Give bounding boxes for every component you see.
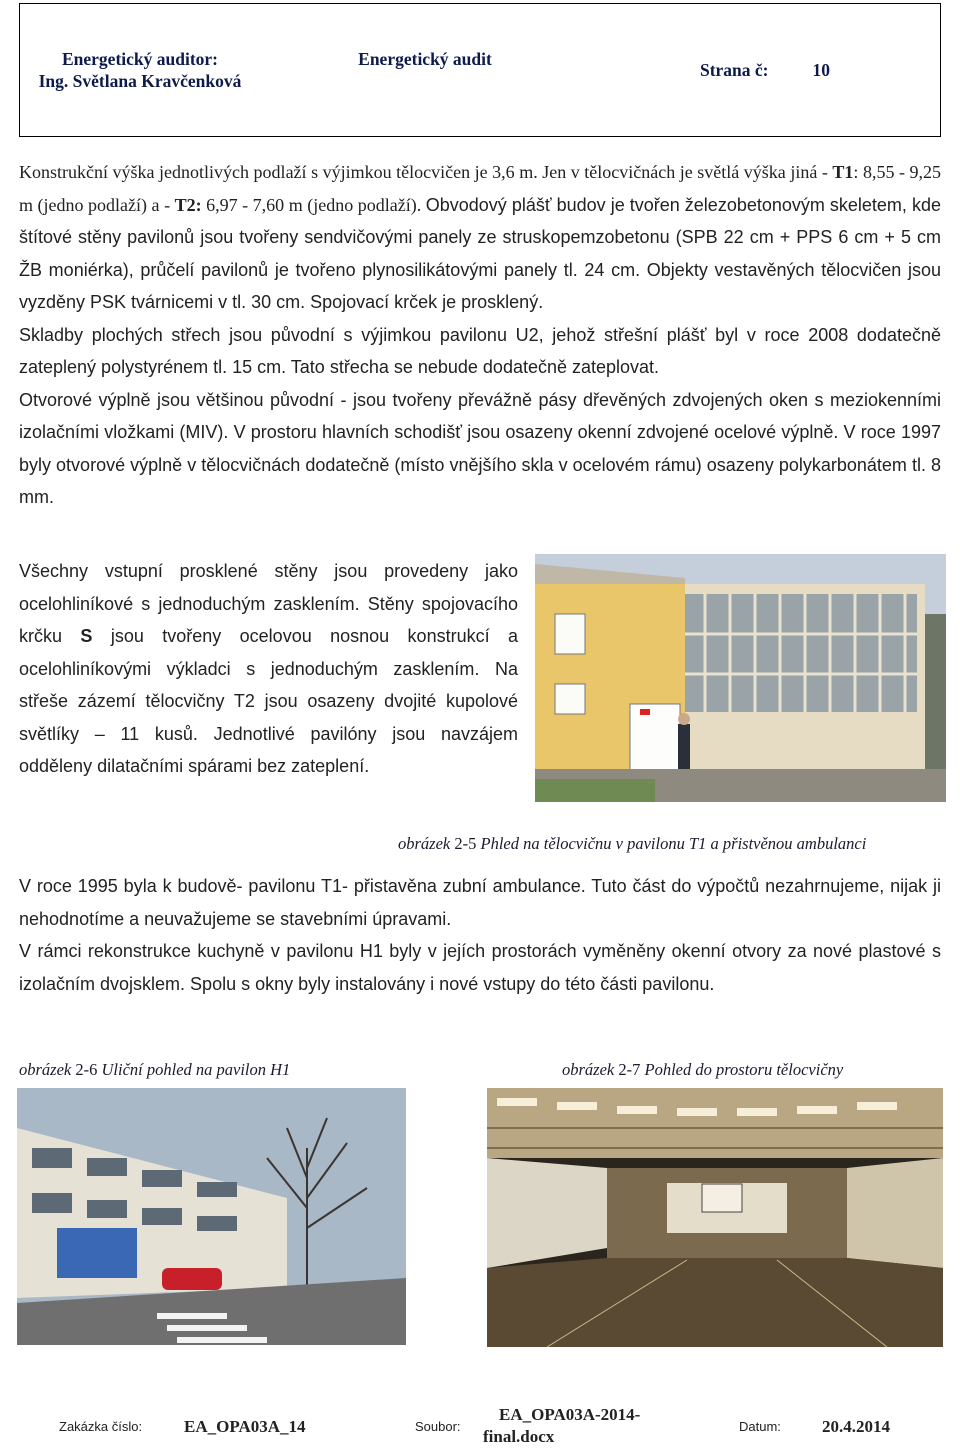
auditor-name: Ing. Světlana Kravčenková — [38, 71, 242, 91]
body-text-top — [19, 156, 941, 514]
photo-street-view-h1 — [17, 1088, 406, 1345]
file-value-line2: final.docx — [483, 1427, 555, 1446]
page-footer — [19, 1405, 941, 1449]
auditor-cell — [20, 4, 260, 136]
date-label: Datum: — [739, 1419, 781, 1434]
photo-gym-interior — [487, 1088, 943, 1347]
paragraph-ambulance: V roce 1995 byla k budově- pavilonu T1- přistavěna zubní ambulance. Tuto část do výpočtů nezahrnujeme, nijak ji nehodnotíme a neuvažujeme se stavebními úpravami. — [19, 876, 941, 929]
caption-fig-2-5: obrázek 2-5 Phled na tělocvičnu v pavilonu T1 a přistvěnou ambulanci — [398, 834, 867, 853]
date-value: 20.4.2014 — [822, 1417, 890, 1436]
caption-fig-2-6: obrázek 2-6 Uliční pohled na pavilon H1 — [19, 1060, 291, 1079]
paragraph-roofs: Skladby plochých střech jsou původní s výjimkou pavilonu U2, jehož střešní plášť byl v roce 2008 dodatečně zateplený polystyrénem tl. 15 cm. Tato střecha se nebude dodatečně zateplovat. — [19, 324, 941, 377]
order-label: Zakázka číslo: — [59, 1419, 143, 1434]
photo-gym-building — [535, 554, 946, 802]
file-label: Soubor: — [415, 1419, 461, 1434]
auditor-label: Energetický auditor: — [61, 49, 219, 69]
page-label: Strana č: — [699, 60, 769, 80]
page-cell — [590, 4, 940, 136]
paragraph-construction: Konstrukční výška jednotlivých podlaží s výjimkou tělocvičen je 3,6 m. Jen v tělocvičnách je světlá výška jiná - T1: 8,55 - 9,25 m (jedno podlaží) a - T2: 6,97 - 7,60 m (jedno podlaží). Obvodový plášť budov je tvořen železobetonovým skeletem, kde štítové stěny pavilonů jsou tvořeny sendvičovými panely ze struskopemzobetonu (SPB 22 cm + PPS 6 cm + 5 cm ŽB moniérka), průčelí pavilonů je tvořeno plynosilikátovými panely tl. 24 cm. Objekty vestavěných tělocvičen jsou vyzděny PSK tvárnicemi v tl. 30 cm. Spojovací krček je prosklený. — [19, 162, 941, 312]
gym-interior-image — [487, 1088, 943, 1347]
paragraph-kitchen: V rámci rekonstrukce kuchyně v pavilonu H1 byly v jejích prostorách vyměněny okenní otvory za nové plastové s izolačním dvojsklem. Spolu s okny byly instalovány i nové vstupy do této části pavilonu. — [19, 941, 941, 994]
file-value-line1: EA_OPA03A-2014- — [499, 1405, 641, 1424]
street-view-image — [17, 1088, 406, 1345]
paragraph-glazing: Všechny vstupní prosklené stěny jsou provedeny jako ocelohliníkové s jednoduchým zasklením. Stěny spojovacího krčku S jsou tvořeny ocelovou nosnou konstrukcí a ocelohliníkovými výkladci s jednoduchým zasklením. Na střeše zázemí tělocvičny T2 jsou osazeny dvojité kupolové světlíky – 11 kusů. Jednotlivé pavilóny jsou navzájem odděleny dilatačními spárami bez zateplení. — [19, 561, 518, 776]
page-header — [19, 3, 941, 137]
gym-building-image — [535, 554, 946, 802]
body-text-bottom — [19, 870, 941, 1000]
order-value: EA_OPA03A_14 — [184, 1417, 306, 1436]
document-title: Energetický audit — [358, 49, 492, 69]
page-number: 10 — [812, 60, 831, 80]
title-cell — [260, 4, 590, 136]
caption-fig-2-7: obrázek 2-7 Pohled do prostoru tělocvičny — [562, 1060, 844, 1079]
body-text-side — [19, 555, 518, 783]
paragraph-openings: Otvorové výplně jsou většinou původní - jsou tvořeny převážně pásy dřevěných zdvojených oken s meziokenními izolačními vložkami (MIV). V prostoru hlavních schodišť jsou osazeny okenní zdvojené ocelové výplně. V roce 1997 byly otvorové výplně v tělocvičnách dodatečně (místo vnějšího skla v ocelovém rámu) osazeny polykarbonátem tl. 8 mm. — [19, 389, 941, 507]
